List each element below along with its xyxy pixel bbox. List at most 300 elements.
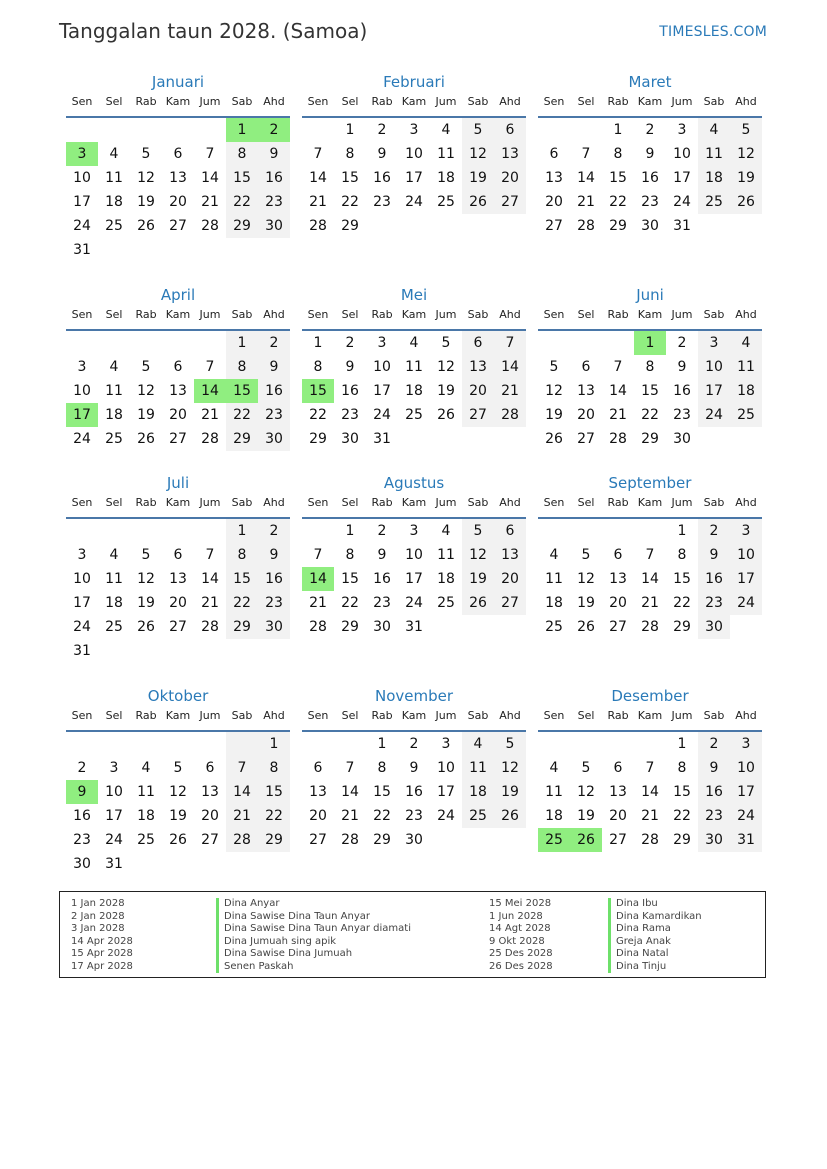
day-cell[interactable]: 20 [169,595,187,611]
day-cell[interactable]: 24 [730,804,762,828]
day-cell[interactable]: 25 [462,804,494,828]
day-cell[interactable]: 12 [494,756,526,780]
day-cell[interactable]: 14 [201,571,219,587]
day-cell[interactable]: 7 [205,359,215,375]
day-cell[interactable]: 16 [698,780,730,804]
day-cell[interactable]: 28 [641,619,659,635]
day-cell[interactable]: 16 [258,379,290,403]
day-cell[interactable]: 17 [405,571,423,587]
day-cell[interactable]: 14 [494,355,526,379]
day-cell[interactable]: 19 [545,407,563,423]
day-cell[interactable]: 11 [105,571,123,587]
day-cell[interactable]: 18 [105,407,123,423]
day-cell[interactable]: 17 [373,383,391,399]
day-cell[interactable]: 25 [545,619,563,635]
day-cell[interactable]: 20 [169,194,187,210]
day-cell[interactable]: 16 [258,567,290,591]
day-cell[interactable]: 26 [137,218,155,234]
brand-link[interactable]: TIMESLES.COM [659,24,767,40]
day-cell[interactable]: 24 [437,808,455,824]
day-cell[interactable]: 24 [698,403,730,427]
day-cell[interactable]: 13 [201,784,219,800]
day-cell[interactable]: 14 [609,383,627,399]
day-cell[interactable]: 18 [730,379,762,403]
day-cell[interactable]: 27 [169,218,187,234]
day-cell[interactable]: 22 [309,407,327,423]
day-cell[interactable]: 2 [258,118,290,142]
day-cell[interactable]: 14 [641,571,659,587]
day-cell[interactable]: 7 [205,146,215,162]
day-cell[interactable]: 3 [66,142,98,166]
day-cell[interactable]: 3 [409,523,419,539]
day-cell[interactable]: 24 [405,595,423,611]
day-cell[interactable]: 31 [405,619,423,635]
day-cell[interactable]: 20 [577,407,595,423]
day-cell[interactable]: 12 [545,383,563,399]
day-cell[interactable]: 7 [613,359,623,375]
day-cell[interactable]: 24 [373,407,391,423]
day-cell[interactable]: 19 [137,595,155,611]
day-cell[interactable]: 8 [226,142,258,166]
day-cell[interactable]: 19 [137,194,155,210]
day-cell[interactable]: 4 [441,122,451,138]
day-cell[interactable]: 1 [226,331,258,355]
day-cell[interactable]: 17 [730,780,762,804]
day-cell[interactable]: 6 [494,519,526,543]
day-cell[interactable]: 26 [462,190,494,214]
day-cell[interactable]: 6 [494,118,526,142]
day-cell[interactable]: 23 [405,808,423,824]
day-cell[interactable]: 24 [405,194,423,210]
day-cell[interactable]: 18 [545,808,563,824]
day-cell[interactable]: 21 [341,808,359,824]
day-cell[interactable]: 5 [462,519,494,543]
day-cell[interactable]: 22 [341,595,359,611]
day-cell[interactable]: 7 [645,760,655,776]
day-cell[interactable]: 17 [66,403,98,427]
day-cell[interactable]: 21 [609,407,627,423]
day-cell[interactable]: 27 [169,431,187,447]
day-cell[interactable]: 10 [373,359,391,375]
day-cell[interactable]: 15 [341,571,359,587]
day-cell[interactable]: 17 [73,595,91,611]
day-cell[interactable]: 11 [105,383,123,399]
day-cell[interactable]: 27 [609,619,627,635]
day-cell[interactable]: 17 [730,567,762,591]
day-cell[interactable]: 20 [609,595,627,611]
day-cell[interactable]: 31 [373,431,391,447]
day-cell[interactable]: 28 [577,218,595,234]
day-cell[interactable]: 2 [258,331,290,355]
day-cell[interactable]: 4 [441,523,451,539]
day-cell[interactable]: 28 [641,832,659,848]
day-cell[interactable]: 3 [77,547,87,563]
day-cell[interactable]: 6 [313,760,323,776]
day-cell[interactable]: 14 [302,567,334,591]
day-cell[interactable]: 10 [437,760,455,776]
day-cell[interactable]: 1 [377,736,387,752]
day-cell[interactable]: 14 [201,170,219,186]
day-cell[interactable]: 31 [73,643,91,659]
day-cell[interactable]: 22 [673,595,691,611]
day-cell[interactable]: 9 [645,146,655,162]
day-cell[interactable]: 9 [377,146,387,162]
day-cell[interactable]: 15 [226,379,258,403]
day-cell[interactable]: 4 [698,118,730,142]
day-cell[interactable]: 4 [730,331,762,355]
day-cell[interactable]: 16 [673,383,691,399]
day-cell[interactable]: 8 [226,355,258,379]
day-cell[interactable]: 23 [73,832,91,848]
day-cell[interactable]: 16 [341,383,359,399]
day-cell[interactable]: 10 [73,170,91,186]
day-cell[interactable]: 13 [309,784,327,800]
day-cell[interactable]: 3 [730,519,762,543]
day-cell[interactable]: 21 [201,194,219,210]
day-cell[interactable]: 15 [673,784,691,800]
day-cell[interactable]: 9 [409,760,419,776]
day-cell[interactable]: 29 [673,619,691,635]
day-cell[interactable]: 7 [313,146,323,162]
day-cell[interactable]: 13 [494,543,526,567]
day-cell[interactable]: 26 [437,407,455,423]
day-cell[interactable]: 26 [570,828,602,852]
day-cell[interactable]: 10 [730,543,762,567]
day-cell[interactable]: 30 [698,615,730,639]
day-cell[interactable]: 12 [137,571,155,587]
day-cell[interactable]: 16 [373,571,391,587]
day-cell[interactable]: 7 [645,547,655,563]
day-cell[interactable]: 21 [641,808,659,824]
day-cell[interactable]: 13 [577,383,595,399]
day-cell[interactable]: 22 [673,808,691,824]
day-cell[interactable]: 24 [73,619,91,635]
day-cell[interactable]: 21 [309,194,327,210]
day-cell[interactable]: 30 [258,615,290,639]
day-cell[interactable]: 29 [226,615,258,639]
day-cell[interactable]: 10 [105,784,123,800]
day-cell[interactable]: 29 [309,431,327,447]
day-cell[interactable]: 28 [201,218,219,234]
day-cell[interactable]: 2 [377,122,387,138]
day-cell[interactable]: 11 [437,547,455,563]
day-cell[interactable]: 5 [581,547,591,563]
day-cell[interactable]: 8 [258,756,290,780]
day-cell[interactable]: 30 [698,828,730,852]
day-cell[interactable]: 20 [494,166,526,190]
day-cell[interactable]: 25 [137,832,155,848]
day-cell[interactable]: 16 [698,567,730,591]
day-cell[interactable]: 22 [226,591,258,615]
day-cell[interactable]: 12 [462,142,494,166]
day-cell[interactable]: 7 [313,547,323,563]
day-cell[interactable]: 1 [226,519,258,543]
day-cell[interactable]: 5 [173,760,183,776]
day-cell[interactable]: 11 [545,784,563,800]
day-cell[interactable]: 6 [173,547,183,563]
day-cell[interactable]: 24 [73,218,91,234]
day-cell[interactable]: 20 [462,379,494,403]
day-cell[interactable]: 12 [169,784,187,800]
day-cell[interactable]: 15 [226,166,258,190]
day-cell[interactable]: 11 [437,146,455,162]
day-cell[interactable]: 9 [345,359,355,375]
day-cell[interactable]: 1 [313,335,323,351]
day-cell[interactable]: 26 [462,591,494,615]
day-cell[interactable]: 19 [577,808,595,824]
day-cell[interactable]: 14 [194,379,226,403]
day-cell[interactable]: 7 [345,760,355,776]
day-cell[interactable]: 8 [345,146,355,162]
day-cell[interactable]: 11 [137,784,155,800]
day-cell[interactable]: 3 [409,122,419,138]
day-cell[interactable]: 4 [409,335,419,351]
day-cell[interactable]: 1 [226,118,258,142]
day-cell[interactable]: 22 [258,804,290,828]
day-cell[interactable]: 29 [609,218,627,234]
day-cell[interactable]: 4 [549,547,559,563]
day-cell[interactable]: 3 [77,359,87,375]
day-cell[interactable]: 24 [73,431,91,447]
day-cell[interactable]: 13 [169,383,187,399]
day-cell[interactable]: 30 [73,856,91,872]
day-cell[interactable]: 4 [109,359,119,375]
day-cell[interactable]: 9 [258,543,290,567]
day-cell[interactable]: 26 [545,431,563,447]
day-cell[interactable]: 3 [377,335,387,351]
day-cell[interactable]: 12 [730,142,762,166]
day-cell[interactable]: 25 [405,407,423,423]
day-cell[interactable]: 3 [441,736,451,752]
day-cell[interactable]: 12 [137,170,155,186]
day-cell[interactable]: 25 [105,431,123,447]
day-cell[interactable]: 19 [730,166,762,190]
day-cell[interactable]: 11 [545,571,563,587]
day-cell[interactable]: 5 [462,118,494,142]
day-cell[interactable]: 20 [169,407,187,423]
day-cell[interactable]: 18 [545,595,563,611]
day-cell[interactable]: 31 [673,218,691,234]
day-cell[interactable]: 2 [258,519,290,543]
day-cell[interactable]: 15 [258,780,290,804]
day-cell[interactable]: 29 [673,832,691,848]
day-cell[interactable]: 25 [437,595,455,611]
day-cell[interactable]: 21 [494,379,526,403]
day-cell[interactable]: 15 [226,567,258,591]
day-cell[interactable]: 1 [613,122,623,138]
day-cell[interactable]: 27 [309,832,327,848]
day-cell[interactable]: 8 [313,359,323,375]
day-cell[interactable]: 17 [105,808,123,824]
day-cell[interactable]: 16 [258,166,290,190]
day-cell[interactable]: 28 [341,832,359,848]
day-cell[interactable]: 16 [405,784,423,800]
day-cell[interactable]: 6 [613,547,623,563]
day-cell[interactable]: 17 [673,170,691,186]
day-cell[interactable]: 13 [609,784,627,800]
day-cell[interactable]: 10 [73,571,91,587]
day-cell[interactable]: 6 [173,359,183,375]
day-cell[interactable]: 10 [405,547,423,563]
day-cell[interactable]: 12 [137,383,155,399]
day-cell[interactable]: 31 [730,828,762,852]
day-cell[interactable]: 11 [462,756,494,780]
day-cell[interactable]: 13 [545,170,563,186]
day-cell[interactable]: 4 [109,547,119,563]
day-cell[interactable]: 8 [613,146,623,162]
day-cell[interactable]: 8 [345,547,355,563]
day-cell[interactable]: 23 [258,190,290,214]
day-cell[interactable]: 26 [137,619,155,635]
day-cell[interactable]: 12 [577,571,595,587]
day-cell[interactable]: 19 [462,567,494,591]
day-cell[interactable]: 28 [226,828,258,852]
day-cell[interactable]: 27 [494,190,526,214]
day-cell[interactable]: 19 [577,595,595,611]
day-cell[interactable]: 12 [437,359,455,375]
day-cell[interactable]: 30 [258,427,290,451]
day-cell[interactable]: 20 [609,808,627,824]
day-cell[interactable]: 29 [258,828,290,852]
day-cell[interactable]: 9 [698,756,730,780]
day-cell[interactable]: 14 [641,784,659,800]
day-cell[interactable]: 7 [205,547,215,563]
day-cell[interactable]: 2 [377,523,387,539]
day-cell[interactable]: 2 [345,335,355,351]
day-cell[interactable]: 28 [201,619,219,635]
day-cell[interactable]: 3 [730,732,762,756]
day-cell[interactable]: 2 [409,736,419,752]
day-cell[interactable]: 13 [609,571,627,587]
day-cell[interactable]: 24 [730,591,762,615]
day-cell[interactable]: 14 [341,784,359,800]
day-cell[interactable]: 13 [462,355,494,379]
day-cell[interactable]: 6 [173,146,183,162]
day-cell[interactable]: 5 [581,760,591,776]
day-cell[interactable]: 27 [201,832,219,848]
day-cell[interactable]: 2 [698,519,730,543]
day-cell[interactable]: 6 [205,760,215,776]
day-cell[interactable]: 28 [309,619,327,635]
day-cell[interactable]: 30 [641,218,659,234]
day-cell[interactable]: 5 [141,359,151,375]
day-cell[interactable]: 29 [226,427,258,451]
day-cell[interactable]: 5 [141,547,151,563]
day-cell[interactable]: 25 [105,218,123,234]
day-cell[interactable]: 19 [462,166,494,190]
day-cell[interactable]: 15 [673,571,691,587]
day-cell[interactable]: 19 [137,407,155,423]
day-cell[interactable]: 3 [109,760,119,776]
day-cell[interactable]: 17 [405,170,423,186]
day-cell[interactable]: 3 [698,331,730,355]
day-cell[interactable]: 23 [341,407,359,423]
day-cell[interactable]: 10 [673,146,691,162]
day-cell[interactable]: 6 [462,331,494,355]
day-cell[interactable]: 11 [405,359,423,375]
day-cell[interactable]: 17 [437,784,455,800]
day-cell[interactable]: 9 [677,359,687,375]
day-cell[interactable]: 18 [437,571,455,587]
day-cell[interactable]: 18 [105,194,123,210]
day-cell[interactable]: 12 [462,543,494,567]
day-cell[interactable]: 16 [373,170,391,186]
day-cell[interactable]: 28 [494,403,526,427]
day-cell[interactable]: 24 [673,194,691,210]
day-cell[interactable]: 1 [677,736,687,752]
day-cell[interactable]: 30 [341,431,359,447]
day-cell[interactable]: 13 [494,142,526,166]
day-cell[interactable]: 26 [169,832,187,848]
day-cell[interactable]: 19 [494,780,526,804]
day-cell[interactable]: 21 [226,804,258,828]
day-cell[interactable]: 31 [105,856,123,872]
day-cell[interactable]: 22 [226,190,258,214]
day-cell[interactable]: 5 [730,118,762,142]
day-cell[interactable]: 20 [494,567,526,591]
day-cell[interactable]: 23 [258,591,290,615]
day-cell[interactable]: 5 [549,359,559,375]
day-cell[interactable]: 23 [698,591,730,615]
day-cell[interactable]: 27 [494,591,526,615]
day-cell[interactable]: 2 [677,335,687,351]
day-cell[interactable]: 24 [105,832,123,848]
day-cell[interactable]: 27 [545,218,563,234]
day-cell[interactable]: 10 [730,756,762,780]
day-cell[interactable]: 7 [494,331,526,355]
day-cell[interactable]: 5 [441,335,451,351]
day-cell[interactable]: 15 [341,170,359,186]
day-cell[interactable]: 19 [437,383,455,399]
day-cell[interactable]: 9 [258,355,290,379]
day-cell[interactable]: 11 [698,142,730,166]
day-cell[interactable]: 23 [641,194,659,210]
day-cell[interactable]: 12 [577,784,595,800]
day-cell[interactable]: 1 [345,122,355,138]
day-cell[interactable]: 17 [73,194,91,210]
day-cell[interactable]: 21 [201,595,219,611]
day-cell[interactable]: 21 [309,595,327,611]
day-cell[interactable]: 2 [698,732,730,756]
day-cell[interactable]: 4 [462,732,494,756]
day-cell[interactable]: 25 [105,619,123,635]
day-cell[interactable]: 22 [341,194,359,210]
day-cell[interactable]: 8 [645,359,655,375]
day-cell[interactable]: 26 [577,619,595,635]
day-cell[interactable]: 10 [73,383,91,399]
day-cell[interactable]: 15 [373,784,391,800]
day-cell[interactable]: 8 [677,760,687,776]
day-cell[interactable]: 9 [698,543,730,567]
day-cell[interactable]: 13 [169,170,187,186]
day-cell[interactable]: 1 [258,732,290,756]
day-cell[interactable]: 30 [373,619,391,635]
day-cell[interactable]: 10 [405,146,423,162]
day-cell[interactable]: 25 [730,403,762,427]
day-cell[interactable]: 26 [137,431,155,447]
day-cell[interactable]: 14 [309,170,327,186]
day-cell[interactable]: 23 [258,403,290,427]
day-cell[interactable]: 6 [581,359,591,375]
day-cell[interactable]: 16 [641,170,659,186]
day-cell[interactable]: 14 [226,780,258,804]
day-cell[interactable]: 3 [677,122,687,138]
day-cell[interactable]: 27 [577,431,595,447]
day-cell[interactable]: 25 [538,828,570,852]
day-cell[interactable]: 23 [373,595,391,611]
day-cell[interactable]: 1 [634,331,666,355]
day-cell[interactable]: 18 [137,808,155,824]
